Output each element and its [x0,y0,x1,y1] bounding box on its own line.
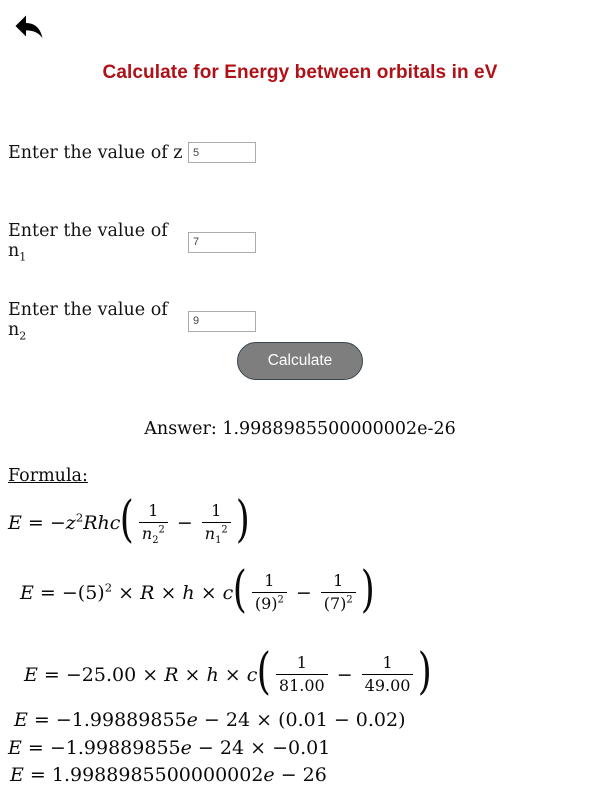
formula-heading: Formula: [8,466,88,486]
right-paren: ) [360,560,375,618]
input-row-z [8,142,256,163]
left-paren: ( [233,560,248,618]
left-paren: ( [120,490,135,548]
formula-line-2: $E = -(5)^2 \times R \times h \times c$ ( $\frac{1}{(9)^2}$ − $\frac{1}{(7)^2}$ ) [20,560,375,618]
n2-label: Enter the value of $n_2$ [8,300,168,343]
fraction: $\frac{1}{81.00}$ [276,654,328,695]
calculate-button-wrap [0,342,600,380]
formula-line-4: E = −1.99889855e − 24 × (0.01 − 0.02) [14,709,406,731]
formula-line-5: E = −1.99889855e − 24 × −0.01 [8,737,331,759]
right-paren: ) [235,490,250,548]
z-label: Enter the value of z [8,142,183,163]
left-paren: ( [257,642,272,700]
n1-input[interactable] [188,232,256,253]
formula-line-1: $E = -z^2Rhc$ ( $\frac{1}{n_2^2}$ − $\frac{1}{n_1^2}$ ) [8,490,250,548]
input-row-n1 [8,221,256,264]
back-button[interactable] [10,8,48,44]
n2-input[interactable] [188,311,256,332]
n1-label: Enter the value of $n_1$ [8,221,168,264]
formula-line-6: E = 1.9988985500000002e − 26 [10,764,327,786]
answer-text: Answer: 1.9988985500000002e-26 [144,419,456,439]
back-arrow-icon [10,29,48,48]
right-paren: ) [418,642,433,700]
formula-line-3: E = −25.00 × R × h × c ( $\frac{1}{81.00}$ − $\frac{1}{49.00}$ ) [24,642,433,700]
page-title: Calculate for Energy between orbitals in eV [102,62,498,83]
calculate-button[interactable]: Calculate [237,342,364,380]
fraction: $\frac{1}{49.00}$ [362,654,414,695]
z-input[interactable] [188,142,256,163]
input-row-n2 [8,300,256,343]
fraction: $\frac{1}{(7)^2}$ [321,572,356,613]
fraction: $\frac{1}{n_2^2}$ [139,502,168,543]
fraction: $\frac{1}{(9)^2}$ [252,572,287,613]
fraction: $\frac{1}{n_1^2}$ [202,502,231,543]
